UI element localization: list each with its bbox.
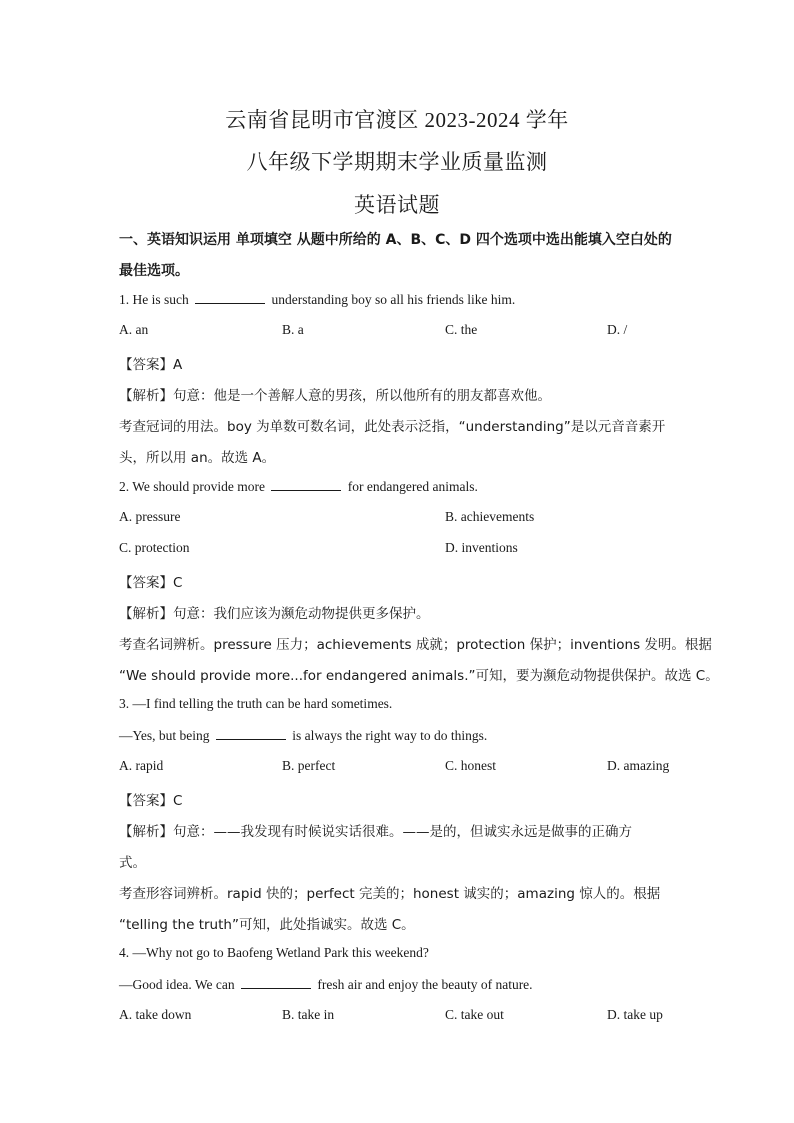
q3-analysis-2: 式。	[119, 855, 146, 871]
q1-analysis-3: 头，所以用 an。故选 A。	[119, 450, 276, 466]
answer-blank	[195, 291, 265, 304]
q1-analysis-2: 考查冠词的用法。boy 为单数可数名词，此处表示泛指，“understanding”是以元音音素开	[119, 419, 666, 435]
q1-analysis: 【解析】句意：他是一个善解人意的男孩，所以他所有的朋友都喜欢他。	[119, 388, 551, 404]
answer-blank	[216, 727, 286, 740]
question-3-reply: —Yes, but being is always the right way to do things.	[119, 728, 488, 743]
title-line-2: 八年级下学期期末学业质量监测	[246, 150, 548, 174]
question-4: 4. —Why not go to Baofeng Wetland Park this weekend?	[119, 945, 429, 960]
question-4-reply: —Good idea. We can fresh air and enjoy the beauty of nature.	[119, 977, 533, 992]
q2-analysis-2: 考查名词辨析。pressure 压力；achievements 成就；protection 保护；inventions 发明。根据	[119, 637, 712, 653]
q2-option-c: C. protection	[119, 540, 190, 555]
q2-answer: 【答案】C	[119, 575, 183, 591]
q2-option-a: A. pressure	[119, 509, 181, 524]
q1-option-c: C. the	[445, 322, 478, 337]
title-line-1: 云南省昆明市官渡区 2023-2024 学年	[225, 108, 569, 132]
section-heading-cont: 最佳选项。	[119, 263, 189, 279]
q2-analysis: 【解析】句意：我们应该为濒危动物提供更多保护。	[119, 606, 430, 622]
question-3: 3. —I find telling the truth can be hard sometimes.	[119, 696, 393, 711]
q4-option-a: A. take down	[119, 1007, 192, 1022]
q3-option-b: B. perfect	[282, 758, 336, 773]
q4-option-d: D. take up	[607, 1007, 663, 1022]
q1-option-a: A. an	[119, 322, 149, 337]
q4-option-b: B. take in	[282, 1007, 335, 1022]
q1-option-d: D. /	[607, 322, 628, 337]
q3-analysis-3: 考查形容词辨析。rapid 快的；perfect 完美的；honest 诚实的；amazing 惊人的。根据	[119, 886, 661, 902]
answer-blank	[271, 478, 341, 491]
section-heading: 一、英语知识运用 单项填空 从题中所给的 A、B、C、D 四个选项中选出能填入空白处的	[119, 232, 672, 248]
title-line-3: 英语试题	[354, 193, 440, 217]
q3-option-d: D. amazing	[607, 758, 670, 773]
q2-analysis-3: “We should provide more...for endangered animals.”可知，要为濒危动物提供保护。故选 C。	[119, 668, 719, 684]
q3-option-a: A. rapid	[119, 758, 164, 773]
q2-option-b: B. achievements	[445, 509, 535, 524]
answer-blank	[241, 976, 311, 989]
q3-analysis: 【解析】句意：——我发现有时候说实话很难。——是的，但诚实永远是做事的正确方	[119, 824, 632, 840]
q4-option-c: C. take out	[445, 1007, 504, 1022]
question-2: 2. We should provide more for endangered animals.	[119, 479, 478, 494]
q3-analysis-4: “telling the truth”可知，此处指诚实。故选 C。	[119, 917, 415, 933]
q3-option-c: C. honest	[445, 758, 497, 773]
question-1: 1. He is such understanding boy so all his friends like him.	[119, 292, 516, 307]
q1-option-b: B. a	[282, 322, 304, 337]
q2-option-d: D. inventions	[445, 540, 518, 555]
q3-answer: 【答案】C	[119, 793, 183, 809]
q1-answer: 【答案】A	[119, 357, 183, 373]
